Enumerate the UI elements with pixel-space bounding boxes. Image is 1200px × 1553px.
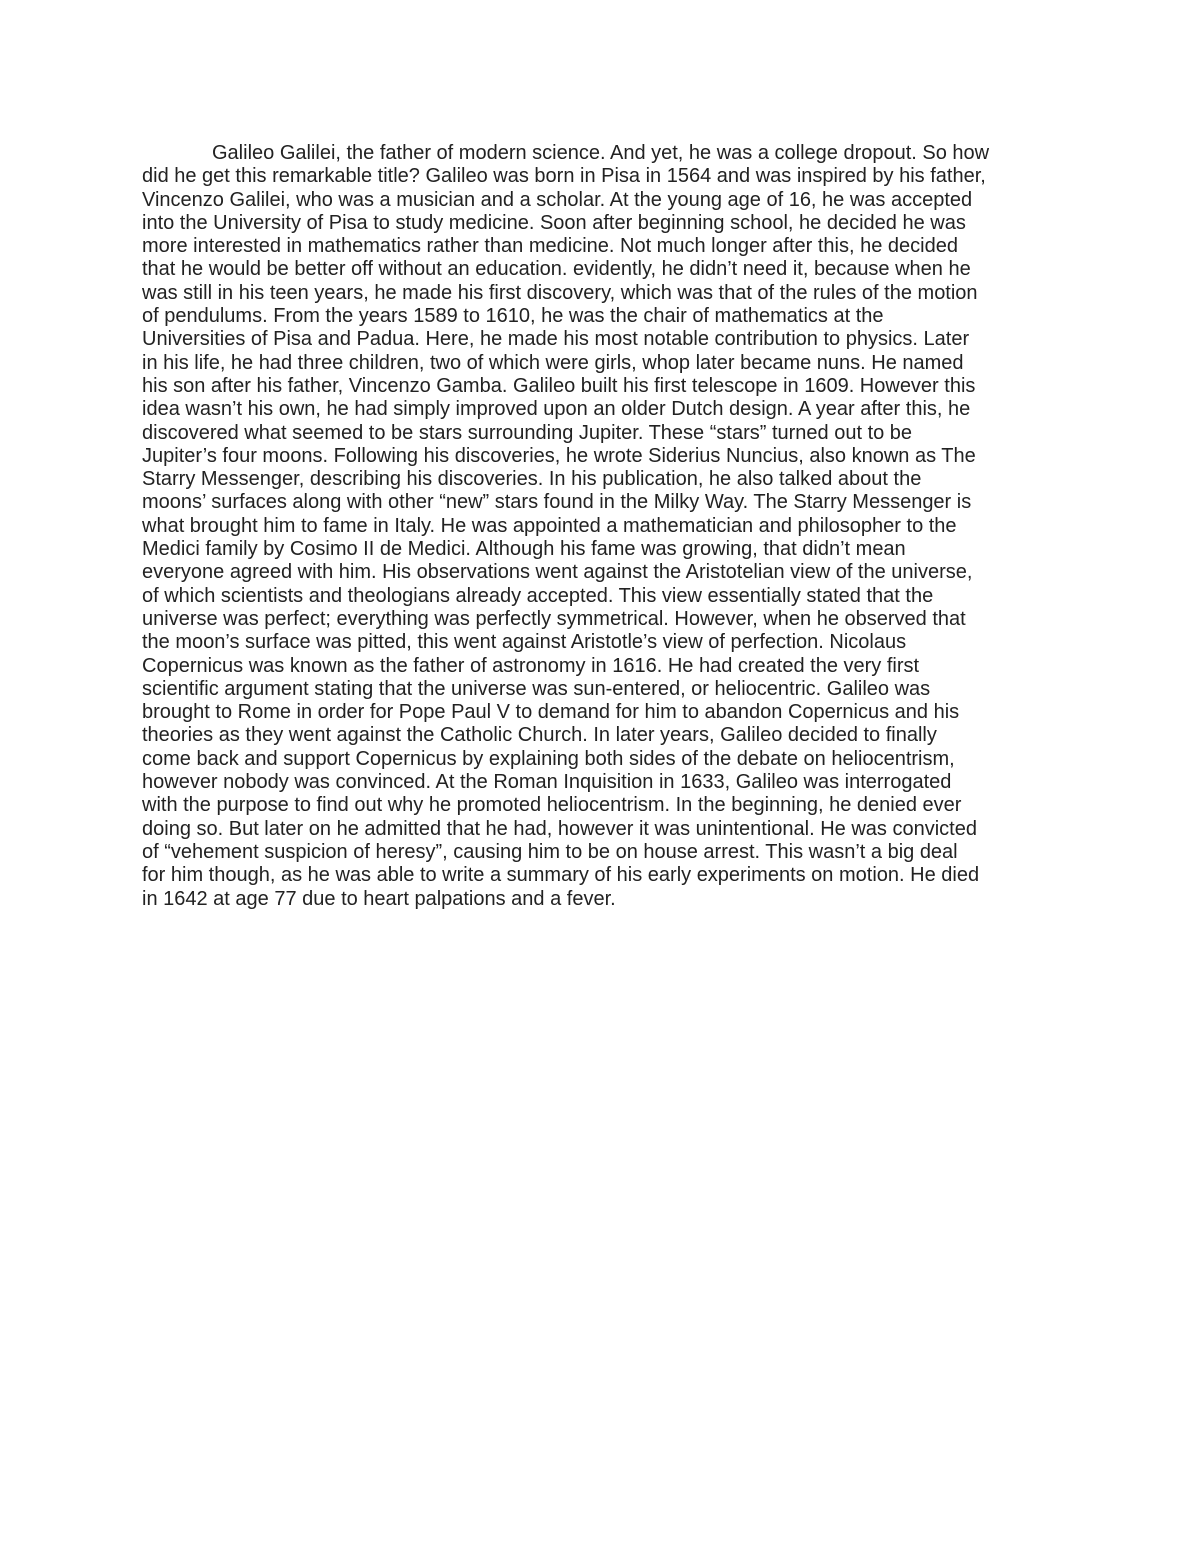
paragraph-line: scientific argument stating that the universe was sun-entered, or heliocentric. Galileo was	[142, 677, 931, 700]
paragraph-line: that he would be better off without an education. evidently, he didn’t need it, because when he	[142, 258, 971, 281]
paragraph-line: Copernicus was known as the father of astronomy in 1616. He had created the very first	[142, 654, 920, 677]
paragraph-line: for him though, as he was able to write a summary of his early experiments on motion. He died	[142, 864, 980, 887]
paragraph-line: of which scientists and theologians already accepted. This view essentially stated that the	[142, 584, 934, 607]
paragraph-line: in his life, he had three children, two of which were girls, whop later became nuns. He named	[142, 351, 964, 374]
paragraph-line: did he get this remarkable title? Galileo was born in Pisa in 1564 and was inspired by his father,	[142, 165, 986, 188]
paragraph-line: of “vehement suspicion of heresy”, causing him to be on house arrest. This wasn’t a big deal	[142, 840, 958, 863]
paragraph-line: brought to Rome in order for Pope Paul V to demand for him to abandon Copernicus and his	[142, 701, 960, 724]
paragraph-line: his son after his father, Vincenzo Gamba. Galileo built his first telescope in 1609. However this	[142, 374, 976, 397]
paragraph-line: with the purpose to find out why he promoted heliocentrism. In the beginning, he denied ever	[142, 794, 962, 817]
paragraph-line: discovered what seemed to be stars surrounding Jupiter. These “stars” turned out to be	[142, 421, 913, 444]
paragraph-line: Galileo Galilei, the father of modern science. And yet, he was a college dropout. So how	[212, 142, 990, 164]
paragraph-line: moons’ surfaces along with other “new” stars found in the Milky Way. The Starry Messenger is	[142, 491, 972, 514]
paragraph-line: what brought him to fame in Italy. He was appointed a mathematician and philosopher to the	[142, 514, 957, 537]
paragraph-line: the moon’s surface was pitted, this went against Aristotle’s view of perfection. Nicolaus	[142, 631, 907, 654]
essay-paragraph	[142, 142, 1062, 911]
paragraph-line: doing so. But later on he admitted that he had, however it was unintentional. He was convicted	[142, 817, 977, 840]
paragraph-line: universe was perfect; everything was perfectly symmetrical. However, when he observed that	[142, 607, 966, 630]
paragraph-line: into the University of Pisa to study medicine. Soon after beginning school, he decided he was	[142, 211, 966, 234]
paragraph-line: come back and support Copernicus by explaining both sides of the debate on heliocentrism,	[142, 747, 955, 770]
paragraph-line: more interested in mathematics rather than medicine. Not much longer after this, he decided	[142, 235, 958, 258]
paragraph-line: in 1642 at age 77 due to heart palpations and a fever.	[142, 887, 616, 910]
paragraph-line: Jupiter’s four moons. Following his discoveries, he wrote Siderius Nuncius, also known as The	[142, 444, 976, 467]
paragraph-line: however nobody was convinced. At the Roman Inquisition in 1633, Galileo was interrogated	[142, 771, 952, 794]
paragraph-line: Starry Messenger, describing his discoveries. In his publication, he also talked about the	[142, 468, 922, 491]
paragraph-line: was still in his teen years, he made his first discovery, which was that of the rules of the motion	[142, 281, 978, 304]
paragraph-line: theories as they went against the Catholic Church. In later years, Galileo decided to finally	[142, 724, 937, 747]
paragraph-line: Universities of Pisa and Padua. Here, he made his most notable contribution to physics. Later	[142, 328, 970, 351]
paragraph-line: of pendulums. From the years 1589 to 1610, he was the chair of mathematics at the	[142, 305, 884, 328]
paragraph-line: Vincenzo Galilei, who was a musician and a scholar. At the young age of 16, he was accepted	[142, 188, 973, 211]
paragraph-line: Medici family by Cosimo II de Medici. Although his fame was growing, that didn’t mean	[142, 538, 906, 561]
paragraph-line: everyone agreed with him. His observations went against the Aristotelian view of the universe,	[142, 561, 973, 584]
paragraph-line: idea wasn’t his own, he had simply improved upon an older Dutch design. A year after this, he	[142, 398, 971, 421]
